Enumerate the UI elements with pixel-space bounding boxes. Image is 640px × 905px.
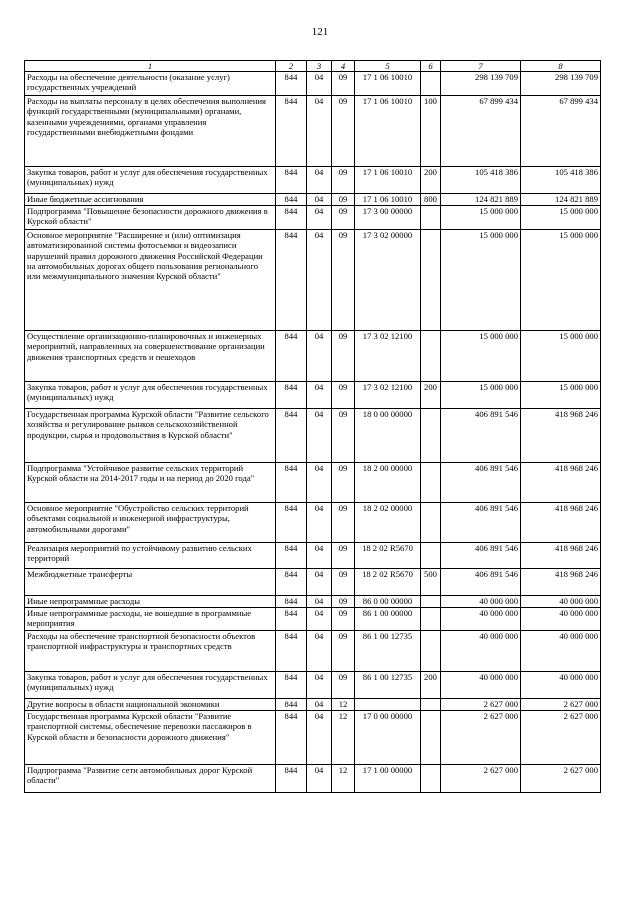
row-grbs: 844 — [276, 96, 307, 167]
row-amount-year1: 298 139 709 — [441, 72, 521, 96]
row-subsection: 09 — [332, 463, 355, 503]
row-amount-year1: 2 627 000 — [441, 699, 521, 711]
row-subsection: 09 — [332, 206, 355, 230]
row-amount-year2: 40 000 000 — [521, 608, 601, 631]
table-row — [25, 569, 601, 596]
row-section: 04 — [307, 569, 332, 596]
row-name: Расходы на обеспечение транспортной безопасности объектов транспортной инфраструктуры и транспортных средств — [25, 631, 276, 672]
row-amount-year2: 15 000 000 — [521, 382, 601, 409]
row-section: 04 — [307, 463, 332, 503]
row-grbs: 844 — [276, 543, 307, 569]
column-header: 3 — [307, 61, 332, 72]
row-name: Подпрограмма "Повышение безопасности дорожного движения в Курской области" — [25, 206, 276, 230]
row-grbs: 844 — [276, 672, 307, 699]
row-subsection: 09 — [332, 503, 355, 543]
row-expense-type: 500 — [421, 569, 441, 596]
row-subsection: 09 — [332, 543, 355, 569]
row-target-code: 18 2 02 R5670 — [355, 543, 421, 569]
row-amount-year2: 418 968 246 — [521, 409, 601, 463]
row-subsection: 09 — [332, 331, 355, 382]
row-amount-year2: 105 418 386 — [521, 167, 601, 194]
table-row — [25, 596, 601, 608]
column-header: 2 — [276, 61, 307, 72]
row-expense-type: 800 — [421, 194, 441, 206]
row-subsection: 09 — [332, 672, 355, 699]
row-amount-year1: 15 000 000 — [441, 382, 521, 409]
table-row — [25, 463, 601, 503]
row-amount-year1: 67 899 434 — [441, 96, 521, 167]
row-expense-type — [421, 206, 441, 230]
row-section: 04 — [307, 596, 332, 608]
row-subsection: 09 — [332, 596, 355, 608]
row-name: Государственная программа Курской области "Развитие сельского хозяйства и регулирование рынков сельскохозяйственной продукции, сырья и продовольствия в Курской области" — [25, 409, 276, 463]
row-amount-year2: 418 968 246 — [521, 463, 601, 503]
row-amount-year1: 406 891 546 — [441, 409, 521, 463]
row-target-code: 17 3 02 12100 — [355, 331, 421, 382]
table-row — [25, 608, 601, 631]
row-section: 04 — [307, 631, 332, 672]
row-name: Закупка товаров, работ и услуг для обеспечения государственных (муниципальных) нужд — [25, 672, 276, 699]
row-target-code: 17 1 00 00000 — [355, 765, 421, 793]
column-header: 1 — [25, 61, 276, 72]
row-amount-year1: 40 000 000 — [441, 608, 521, 631]
row-name: Осуществление организационно-планировочных и инженерных мероприятий, направленных на совершенствование организации движения транспортных средств и пешеходов — [25, 331, 276, 382]
row-amount-year2: 418 968 246 — [521, 503, 601, 543]
row-section: 04 — [307, 543, 332, 569]
row-section: 04 — [307, 608, 332, 631]
table-row — [25, 194, 601, 206]
row-target-code: 18 2 02 00000 — [355, 503, 421, 543]
row-target-code: 18 2 00 00000 — [355, 463, 421, 503]
row-grbs: 844 — [276, 194, 307, 206]
row-section: 04 — [307, 672, 332, 699]
column-header: 7 — [441, 61, 521, 72]
row-section: 04 — [307, 409, 332, 463]
row-expense-type — [421, 331, 441, 382]
row-amount-year2: 2 627 000 — [521, 711, 601, 765]
row-amount-year2: 40 000 000 — [521, 596, 601, 608]
row-name: Расходы на обеспечение деятельности (оказание услуг) государственных учреждений — [25, 72, 276, 96]
row-grbs: 844 — [276, 72, 307, 96]
table-row — [25, 206, 601, 230]
row-expense-type: 100 — [421, 96, 441, 167]
row-section: 04 — [307, 72, 332, 96]
row-grbs: 844 — [276, 699, 307, 711]
row-expense-type — [421, 765, 441, 793]
row-target-code: 17 1 06 10010 — [355, 194, 421, 206]
row-expense-type — [421, 711, 441, 765]
row-amount-year2: 298 139 709 — [521, 72, 601, 96]
row-amount-year2: 15 000 000 — [521, 230, 601, 331]
row-grbs: 844 — [276, 711, 307, 765]
row-target-code: 18 2 02 R5670 — [355, 569, 421, 596]
row-subsection: 09 — [332, 382, 355, 409]
row-name: Закупка товаров, работ и услуг для обеспечения государственных (муниципальных) нужд — [25, 167, 276, 194]
row-subsection: 09 — [332, 194, 355, 206]
row-target-code: 17 1 06 10010 — [355, 96, 421, 167]
row-name: Иные непрограммные расходы, не вошедшие в программные мероприятия — [25, 608, 276, 631]
row-subsection: 12 — [332, 711, 355, 765]
row-amount-year2: 15 000 000 — [521, 331, 601, 382]
row-section: 04 — [307, 206, 332, 230]
row-section: 04 — [307, 331, 332, 382]
row-name: Другие вопросы в области национальной экономики — [25, 699, 276, 711]
page-number: 121 — [311, 26, 329, 38]
row-grbs: 844 — [276, 167, 307, 194]
row-grbs: 844 — [276, 503, 307, 543]
table-row — [25, 230, 601, 331]
row-amount-year1: 406 891 546 — [441, 503, 521, 543]
table-row — [25, 543, 601, 569]
row-grbs: 844 — [276, 569, 307, 596]
row-name: Подпрограмма "Развитие сети автомобильных дорог Курской области" — [25, 765, 276, 793]
row-grbs: 844 — [276, 206, 307, 230]
row-subsection: 09 — [332, 569, 355, 596]
table-row — [25, 699, 601, 711]
row-name: Закупка товаров, работ и услуг для обеспечения государственных (муниципальных) нужд — [25, 382, 276, 409]
row-grbs: 844 — [276, 463, 307, 503]
row-name: Межбюджетные трансферты — [25, 569, 276, 596]
row-amount-year1: 40 000 000 — [441, 596, 521, 608]
row-target-code: 86 1 00 00000 — [355, 608, 421, 631]
row-grbs: 844 — [276, 765, 307, 793]
row-expense-type — [421, 503, 441, 543]
row-expense-type — [421, 699, 441, 711]
row-expense-type — [421, 72, 441, 96]
row-subsection: 09 — [332, 409, 355, 463]
row-amount-year1: 406 891 546 — [441, 569, 521, 596]
row-subsection: 09 — [332, 230, 355, 331]
row-amount-year2: 2 627 000 — [521, 765, 601, 793]
row-subsection: 12 — [332, 765, 355, 793]
row-amount-year1: 124 821 889 — [441, 194, 521, 206]
row-target-code: 17 0 00 00000 — [355, 711, 421, 765]
row-section: 04 — [307, 503, 332, 543]
row-expense-type: 200 — [421, 167, 441, 194]
row-target-code: 17 3 02 12100 — [355, 382, 421, 409]
row-name: Государственная программа Курской области "Развитие транспортной системы, обеспечение перевозки пассажиров в Курской области и безопасности дорожного движения" — [25, 711, 276, 765]
row-subsection: 09 — [332, 167, 355, 194]
row-amount-year1: 2 627 000 — [441, 765, 521, 793]
table-row — [25, 503, 601, 543]
row-amount-year1: 40 000 000 — [441, 631, 521, 672]
row-amount-year2: 40 000 000 — [521, 631, 601, 672]
row-amount-year2: 418 968 246 — [521, 569, 601, 596]
row-grbs: 844 — [276, 608, 307, 631]
column-header: 8 — [521, 61, 601, 72]
row-name: Основное мероприятие "Расширение и (или) оптимизация автоматизированной системы фотосъемки и видеозаписи нарушений правил дорожного движения Российской Федерации на автомобильных дорогах общего пользования регионального или межмуниципального значения Курской области" — [25, 230, 276, 331]
row-amount-year2: 124 821 889 — [521, 194, 601, 206]
row-target-code: 17 3 00 00000 — [355, 206, 421, 230]
table-row — [25, 96, 601, 167]
row-grbs: 844 — [276, 230, 307, 331]
row-target-code: 18 0 00 00000 — [355, 409, 421, 463]
row-expense-type — [421, 631, 441, 672]
row-target-code: 86 0 00 00000 — [355, 596, 421, 608]
row-amount-year1: 15 000 000 — [441, 230, 521, 331]
row-target-code: 17 1 06 10010 — [355, 167, 421, 194]
row-section: 04 — [307, 230, 332, 331]
table-row — [25, 331, 601, 382]
row-grbs: 844 — [276, 382, 307, 409]
row-expense-type: 200 — [421, 672, 441, 699]
row-amount-year1: 15 000 000 — [441, 331, 521, 382]
row-amount-year2: 40 000 000 — [521, 672, 601, 699]
row-subsection: 09 — [332, 608, 355, 631]
row-amount-year1: 406 891 546 — [441, 543, 521, 569]
table-row — [25, 672, 601, 699]
row-section: 04 — [307, 765, 332, 793]
row-amount-year2: 15 000 000 — [521, 206, 601, 230]
row-amount-year2: 67 899 434 — [521, 96, 601, 167]
row-name: Реализация мероприятий по устойчивому развитию сельских территорий — [25, 543, 276, 569]
table-row — [25, 382, 601, 409]
row-grbs: 844 — [276, 331, 307, 382]
table-row — [25, 167, 601, 194]
row-subsection: 12 — [332, 699, 355, 711]
row-name: Расходы на выплаты персоналу в целях обеспечения выполнения функций государственными (муниципальными) органами, казенными учреждениями, органами управления государственными внебюджетными фондами — [25, 96, 276, 167]
row-target-code: 17 1 06 10010 — [355, 72, 421, 96]
row-subsection: 09 — [332, 96, 355, 167]
row-amount-year1: 105 418 386 — [441, 167, 521, 194]
row-grbs: 844 — [276, 409, 307, 463]
row-expense-type — [421, 608, 441, 631]
row-expense-type — [421, 409, 441, 463]
column-header: 4 — [332, 61, 355, 72]
row-amount-year1: 406 891 546 — [441, 463, 521, 503]
row-section: 04 — [307, 96, 332, 167]
table-row — [25, 72, 601, 96]
row-target-code: 17 3 02 00000 — [355, 230, 421, 331]
row-grbs: 844 — [276, 596, 307, 608]
row-name: Основное мероприятие "Обустройство сельских территорий объектами социальной и инженерной инфраструктуры, автомобильными дорогами" — [25, 503, 276, 543]
row-subsection: 09 — [332, 72, 355, 96]
row-section: 04 — [307, 382, 332, 409]
column-header: 6 — [421, 61, 441, 72]
row-expense-type — [421, 596, 441, 608]
row-section: 04 — [307, 194, 332, 206]
row-expense-type — [421, 463, 441, 503]
table-row — [25, 765, 601, 793]
row-grbs: 844 — [276, 631, 307, 672]
row-section: 04 — [307, 699, 332, 711]
row-amount-year1: 2 627 000 — [441, 711, 521, 765]
row-section: 04 — [307, 711, 332, 765]
row-name: Подпрограмма "Устойчивое развитие сельских территорий Курской области на 2014-2017 годы и на период до 2020 года" — [25, 463, 276, 503]
row-expense-type: 200 — [421, 382, 441, 409]
row-section: 04 — [307, 167, 332, 194]
row-expense-type — [421, 230, 441, 331]
row-target-code — [355, 699, 421, 711]
row-subsection: 09 — [332, 631, 355, 672]
budget-table — [24, 60, 601, 793]
row-amount-year2: 418 968 246 — [521, 543, 601, 569]
row-target-code: 86 1 00 12735 — [355, 631, 421, 672]
column-header: 5 — [355, 61, 421, 72]
row-target-code: 86 1 00 12735 — [355, 672, 421, 699]
row-name: Иные бюджетные ассигнования — [25, 194, 276, 206]
table-row — [25, 711, 601, 765]
table-header-row — [25, 61, 601, 72]
table-row — [25, 409, 601, 463]
row-amount-year2: 2 627 000 — [521, 699, 601, 711]
row-name: Иные непрограммные расходы — [25, 596, 276, 608]
row-amount-year1: 15 000 000 — [441, 206, 521, 230]
row-amount-year1: 40 000 000 — [441, 672, 521, 699]
row-expense-type — [421, 543, 441, 569]
table-row — [25, 631, 601, 672]
